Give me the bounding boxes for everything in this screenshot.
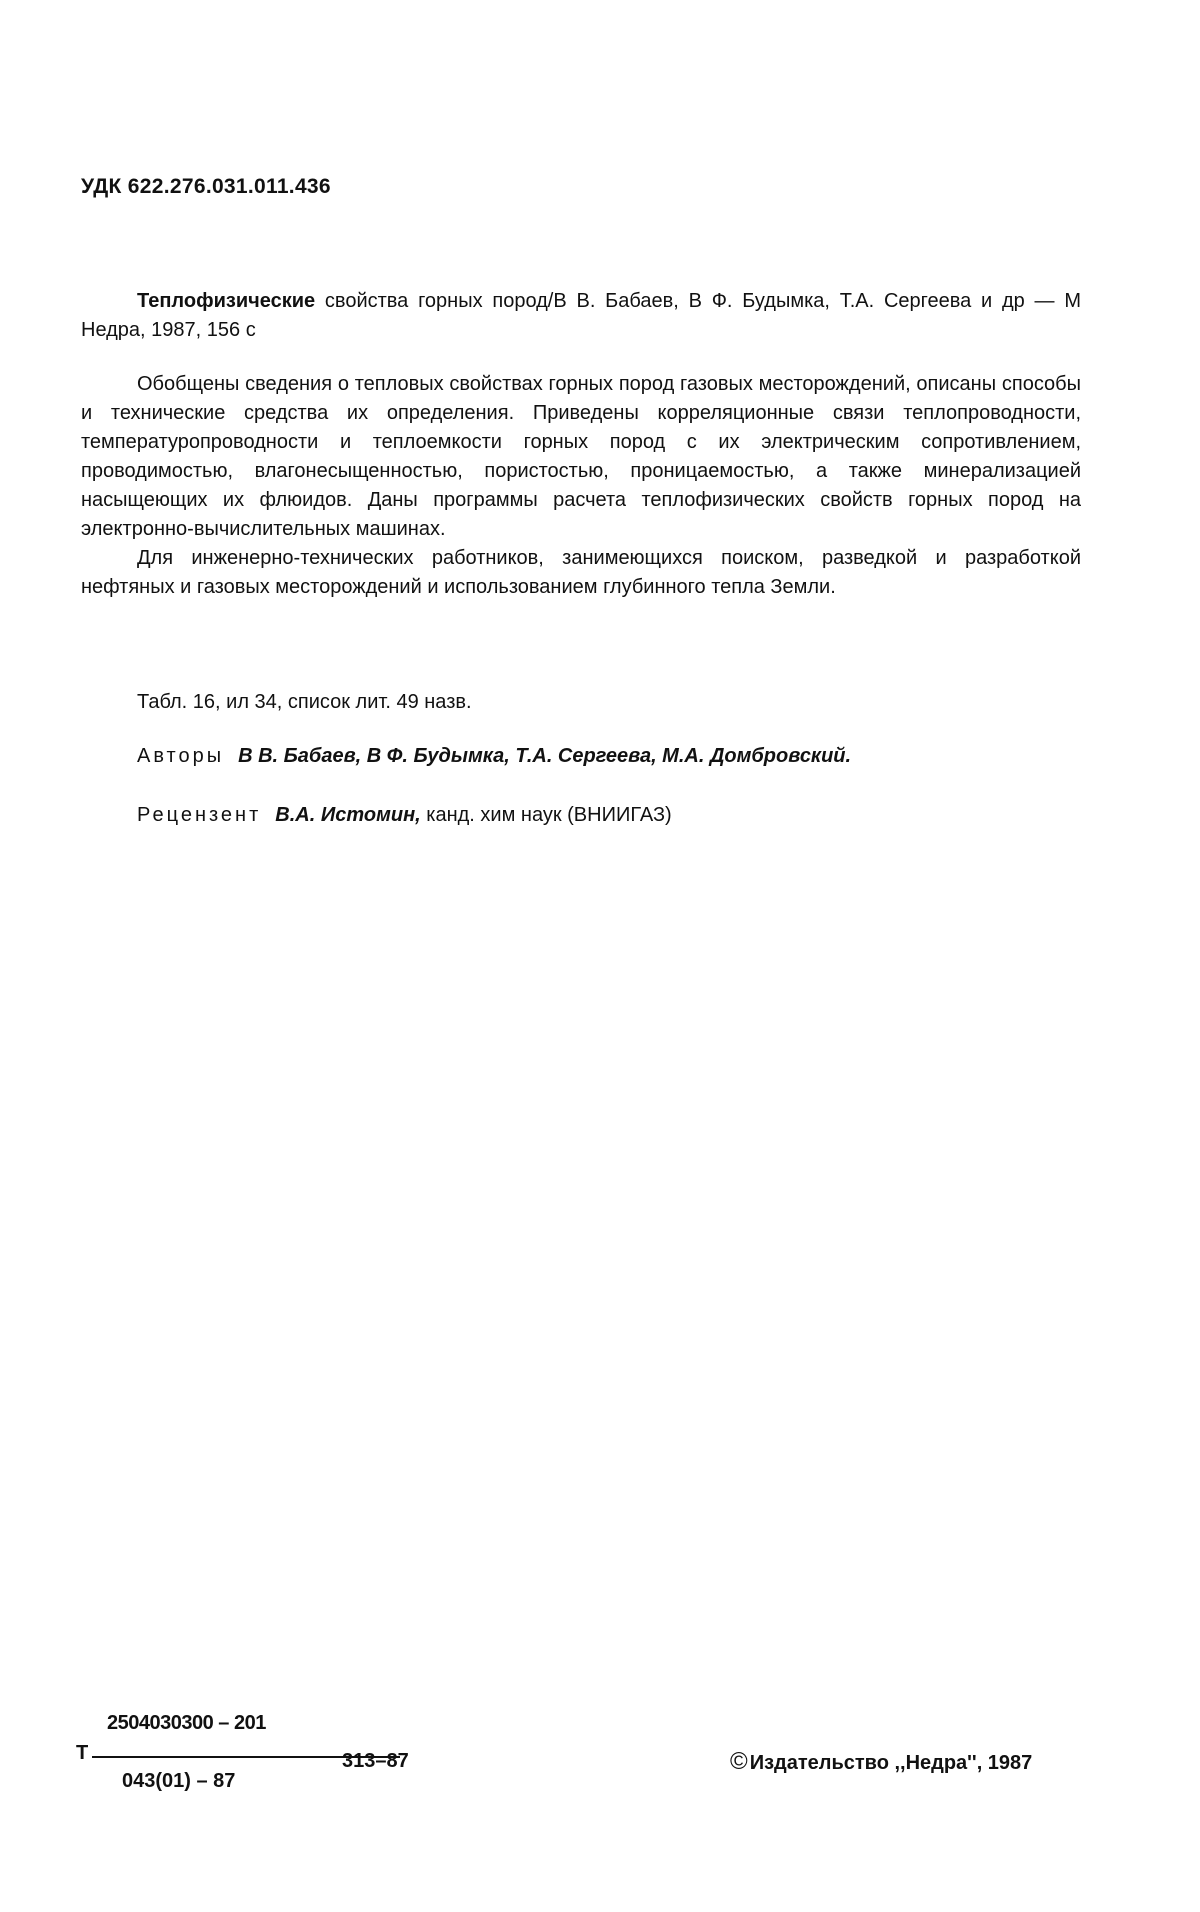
audience-paragraph: Для инженерно-технических работников, занимеющихся поиском, разведкой и разработкой нефтяных и газовых месторождений и использованием глубинного тепла Земли. bbox=[81, 547, 1081, 598]
authors-line bbox=[137, 742, 851, 771]
reviewer-label: Рецензент bbox=[137, 804, 262, 826]
udk-code: УДК 622.276.031.011.436 bbox=[81, 175, 331, 198]
book-title: Теплофизические bbox=[137, 290, 316, 312]
authors-names: В В. Бабаев, В Ф. Будымка, Т.А. Сергеева, М.А. Домбровский. bbox=[238, 745, 852, 767]
copyright-symbol: © bbox=[730, 1748, 748, 1775]
reviewer-details: канд. хим наук (ВНИИГАЗ) bbox=[420, 804, 672, 826]
copyright-notice bbox=[730, 1748, 1032, 1776]
authors-label: Авторы bbox=[137, 745, 225, 767]
abstract bbox=[81, 370, 1081, 602]
copyright-text: Издательство ,,Недра'', 1987 bbox=[749, 1752, 1033, 1774]
index-numerator: 2504030300 – 201 bbox=[107, 1712, 266, 1734]
index-code: 313–87 bbox=[342, 1750, 409, 1772]
abstract-paragraph: Обобщены сведения о тепловых свойствах горных пород газовых месторождений, описаны способы и технические средства их определения. Приведены корреляционные связи теплопроводности, температуропроводности и теплоемкости горных пород с их электрическим сопротивлением, проводимостью, влагонесыщенностью, пористостью, проницаемостью, а также минерализацией насыщеющих их флюидов. Даны программы расчета теплофизических свойств горных пород на электронно-вычислительных машинах. bbox=[81, 373, 1081, 540]
tables-illustrations-line: Табл. 16, ил 34, список лит. 49 назв. bbox=[137, 691, 472, 713]
reviewer-line bbox=[137, 801, 672, 830]
reviewer-name: В.А. Истомин, bbox=[275, 804, 421, 826]
publication-index bbox=[76, 1712, 436, 1802]
index-letter: Т bbox=[76, 1742, 89, 1764]
index-denominator: 043(01) – 87 bbox=[122, 1770, 236, 1792]
bibliographic-description bbox=[81, 287, 1081, 345]
bibliographic-details: свойства горных пород/В В. Бабаев, В Ф. Будымка, Т.А. Сергеева и др — М Недра, 1987, 156 с bbox=[81, 290, 1081, 341]
